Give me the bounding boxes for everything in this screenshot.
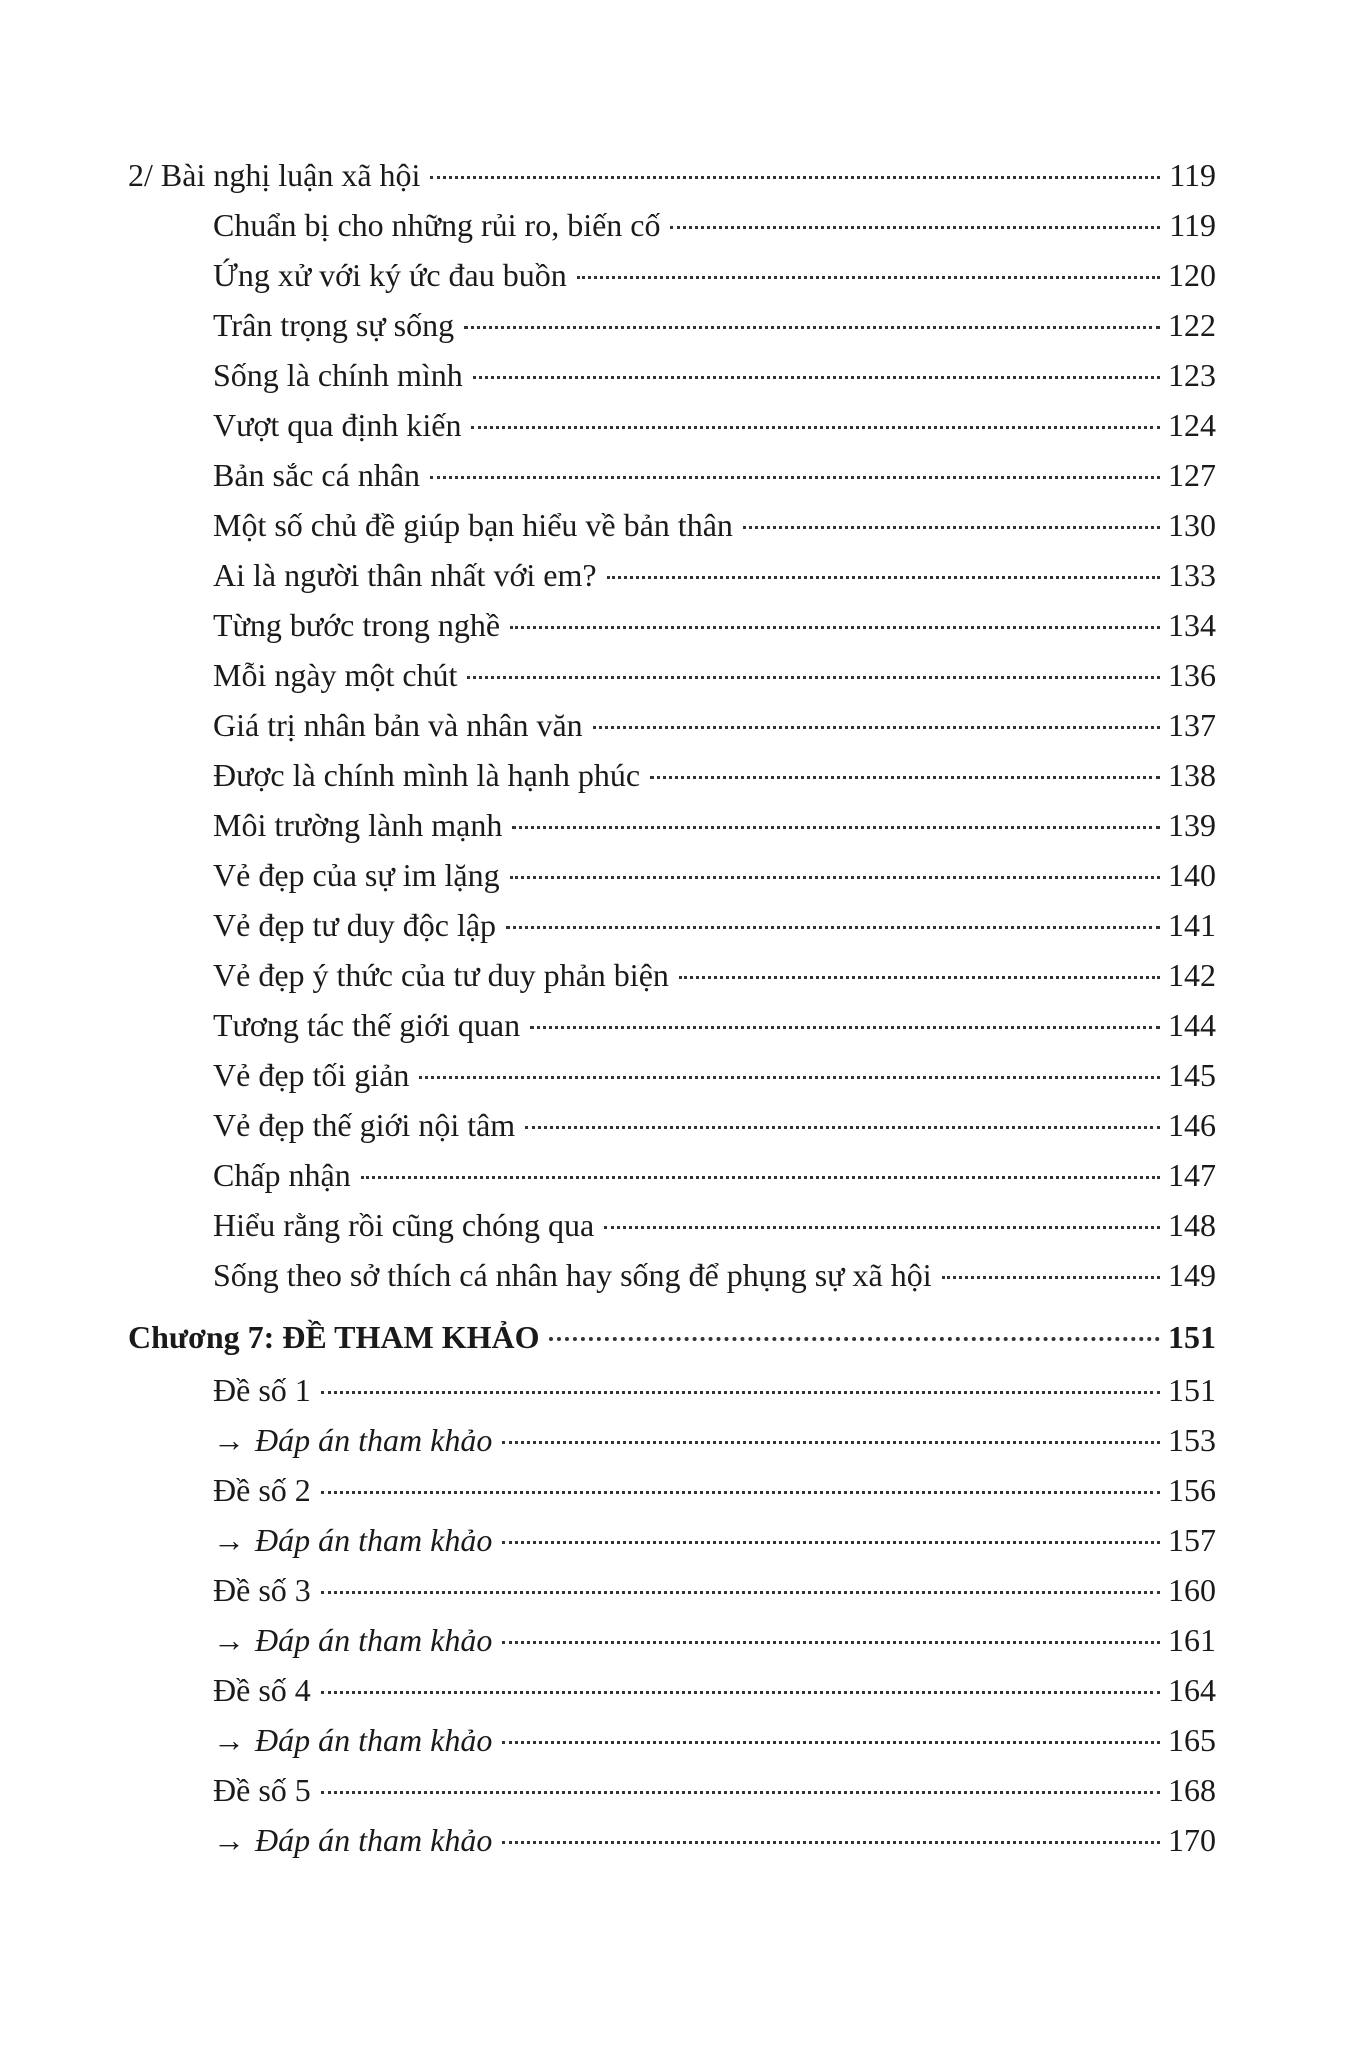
toc-page-number: 122	[1168, 307, 1216, 343]
dot-leader	[607, 576, 1160, 579]
arrow-right-icon: →	[213, 1622, 245, 1658]
dot-leader	[502, 1641, 1160, 1644]
toc-entry-title: Đề số 5	[213, 1772, 311, 1808]
toc-page-number: 133	[1168, 557, 1216, 593]
toc-page-number: 151	[1168, 1319, 1216, 1355]
dot-leader	[506, 926, 1160, 929]
toc-page-number: 164	[1168, 1672, 1216, 1708]
toc-page-number: 136	[1168, 657, 1216, 693]
dot-leader	[549, 1337, 1160, 1341]
toc-page-number: 157	[1168, 1522, 1216, 1558]
toc-entry-title: Vẻ đẹp của sự im lặng	[213, 857, 500, 893]
toc-entry-row	[128, 550, 1216, 600]
toc-entry-title: Tương tác thế giới quan	[213, 1007, 521, 1043]
toc-entry-title: Chuẩn bị cho những rủi ro, biến cố	[213, 207, 661, 243]
toc-page-number: 165	[1168, 1722, 1216, 1758]
toc-entry-title: Đáp án tham khảo	[255, 1522, 493, 1558]
toc-entry-title: Đề số 3	[213, 1572, 311, 1608]
toc-entry-title: Vẻ đẹp tư duy độc lập	[213, 907, 497, 943]
toc-entry-row	[128, 1815, 1216, 1865]
toc-entry-title: Sống theo sở thích cá nhân hay sống để phụng sự xã hội	[213, 1257, 932, 1293]
dot-leader	[502, 1841, 1160, 1844]
dot-leader	[650, 776, 1160, 779]
toc-entry-row	[128, 600, 1216, 650]
toc-page-number: 140	[1168, 857, 1216, 893]
toc-entry-row	[128, 800, 1216, 850]
toc-entry-title: Ứng xử với ký ức đau buồn	[213, 257, 567, 293]
dot-leader	[419, 1076, 1160, 1079]
dot-leader	[464, 326, 1160, 329]
dot-leader	[321, 1391, 1160, 1394]
toc-entry-row	[128, 450, 1216, 500]
toc-entry-row	[128, 1765, 1216, 1815]
toc-entry-title: Vẻ đẹp thế giới nội tâm	[213, 1107, 516, 1143]
dot-leader	[467, 676, 1160, 679]
toc-page-number: 156	[1168, 1472, 1216, 1508]
toc-page-number: 139	[1168, 807, 1216, 843]
toc-page-number: 148	[1168, 1207, 1216, 1243]
toc-page-number: 137	[1168, 707, 1216, 743]
toc-entry-title: Đáp án tham khảo	[255, 1622, 493, 1658]
toc-page-number: 120	[1168, 257, 1216, 293]
toc-page-number: 170	[1168, 1822, 1216, 1858]
toc-entry-row	[128, 300, 1216, 350]
dot-leader	[512, 826, 1160, 829]
toc-entry-title: Bản sắc cá nhân	[213, 457, 421, 493]
dot-leader	[321, 1591, 1160, 1594]
dot-leader	[670, 226, 1160, 229]
dot-leader	[321, 1491, 1160, 1494]
toc-entry-row	[128, 1365, 1216, 1415]
toc-entry-title: Đề số 4	[213, 1672, 311, 1708]
toc-page-number: 145	[1168, 1057, 1216, 1093]
toc-entry-row	[128, 650, 1216, 700]
toc-page-number: 146	[1168, 1107, 1216, 1143]
toc-entry-row	[128, 1565, 1216, 1615]
arrow-right-icon: →	[213, 1522, 245, 1558]
toc-entry-row	[128, 250, 1216, 300]
toc-entry-title: Được là chính mình là hạnh phúc	[213, 757, 641, 793]
toc-entry-row	[128, 900, 1216, 950]
toc-entry-title: Vẻ đẹp ý thức của tư duy phản biện	[213, 957, 669, 993]
dot-leader	[502, 1741, 1160, 1744]
toc-page-number: 134	[1168, 607, 1216, 643]
toc-entry-row	[128, 1200, 1216, 1250]
dot-leader	[321, 1791, 1160, 1794]
toc-entry-row	[128, 1250, 1216, 1300]
toc-entry-row	[128, 1515, 1216, 1565]
toc-page-number: 123	[1168, 357, 1216, 393]
toc-entry-title: Trân trọng sự sống	[213, 307, 455, 343]
toc-entry-row	[128, 350, 1216, 400]
table-of-contents	[128, 150, 1216, 1865]
dot-leader	[502, 1441, 1160, 1444]
dot-leader	[525, 1126, 1160, 1129]
toc-page-number: 144	[1168, 1007, 1216, 1043]
toc-entry-title: Chấp nhận	[213, 1157, 351, 1193]
toc-page-number: 141	[1168, 907, 1216, 943]
toc-page-number: 138	[1168, 757, 1216, 793]
toc-page-number: 124	[1168, 407, 1216, 443]
toc-page-number: 153	[1168, 1422, 1216, 1458]
arrow-right-icon: →	[213, 1722, 245, 1758]
toc-page-number: 119	[1169, 207, 1216, 243]
toc-entry-title: Ai là người thân nhất với em?	[213, 557, 597, 593]
toc-page-number: 130	[1168, 507, 1216, 543]
dot-leader	[530, 1026, 1160, 1029]
toc-entry-title: Đáp án tham khảo	[255, 1722, 493, 1758]
toc-entry-title: Chương 7: ĐỀ THAM KHẢO	[128, 1319, 540, 1355]
toc-entry-title: Đáp án tham khảo	[255, 1422, 493, 1458]
toc-page-number: 142	[1168, 957, 1216, 993]
dot-leader	[471, 426, 1160, 429]
toc-entry-title: Sống là chính mình	[213, 357, 463, 393]
toc-page-number: 151	[1168, 1372, 1216, 1408]
toc-entry-row	[128, 1715, 1216, 1765]
arrow-right-icon: →	[213, 1422, 245, 1458]
toc-entry-row	[128, 1050, 1216, 1100]
toc-entry-row	[128, 1465, 1216, 1515]
toc-entry-title: 2/ Bài nghị luận xã hội	[128, 157, 421, 193]
dot-leader	[679, 976, 1160, 979]
toc-entry-title: Đề số 2	[213, 1472, 311, 1508]
arrow-right-icon: →	[213, 1822, 245, 1858]
dot-leader	[604, 1226, 1160, 1229]
toc-entry-row	[128, 1615, 1216, 1665]
toc-entry-row	[128, 1150, 1216, 1200]
toc-entry-row	[128, 950, 1216, 1000]
dot-leader	[593, 726, 1160, 729]
toc-entry-title: Đề số 1	[213, 1372, 311, 1408]
dot-leader	[502, 1541, 1160, 1544]
toc-page-number: 119	[1169, 157, 1216, 193]
toc-entry-row	[128, 1415, 1216, 1465]
toc-entry-title: Từng bước trong nghề	[213, 607, 501, 643]
dot-leader	[942, 1276, 1160, 1279]
toc-chapter-row	[128, 1312, 1216, 1362]
toc-entry-title: Môi trường lành mạnh	[213, 807, 503, 843]
toc-page-number: 127	[1168, 457, 1216, 493]
dot-leader	[430, 476, 1160, 479]
toc-entry-row	[128, 500, 1216, 550]
dot-leader	[321, 1691, 1160, 1694]
toc-page-number: 161	[1168, 1622, 1216, 1658]
toc-page-number: 160	[1168, 1572, 1216, 1608]
dot-leader	[743, 526, 1160, 529]
toc-entry-title: Mỗi ngày một chút	[213, 657, 458, 693]
toc-page-number: 168	[1168, 1772, 1216, 1808]
toc-entry-title: Vượt qua định kiến	[213, 407, 462, 443]
toc-entry-title: Vẻ đẹp tối giản	[213, 1057, 410, 1093]
toc-entry-row	[128, 1665, 1216, 1715]
toc-entry-title: Một số chủ đề giúp bạn hiểu về bản thân	[213, 507, 733, 543]
toc-entry-title: Giá trị nhân bản và nhân văn	[213, 707, 583, 743]
toc-entry-row	[128, 700, 1216, 750]
toc-page-number: 147	[1168, 1157, 1216, 1193]
dot-leader	[361, 1176, 1160, 1179]
dot-leader	[510, 876, 1160, 879]
toc-entry-row	[128, 1000, 1216, 1050]
toc-entry-title: Hiểu rằng rồi cũng chóng qua	[213, 1207, 595, 1243]
toc-section-row	[128, 150, 1216, 200]
dot-leader	[510, 626, 1160, 629]
toc-entry-row	[128, 200, 1216, 250]
dot-leader	[577, 276, 1160, 279]
dot-leader	[473, 376, 1160, 379]
toc-entry-title: Đáp án tham khảo	[255, 1822, 493, 1858]
toc-entry-row	[128, 400, 1216, 450]
toc-entry-row	[128, 750, 1216, 800]
dot-leader	[430, 176, 1160, 179]
toc-entry-row	[128, 850, 1216, 900]
toc-entry-row	[128, 1100, 1216, 1150]
toc-page-number: 149	[1168, 1257, 1216, 1293]
